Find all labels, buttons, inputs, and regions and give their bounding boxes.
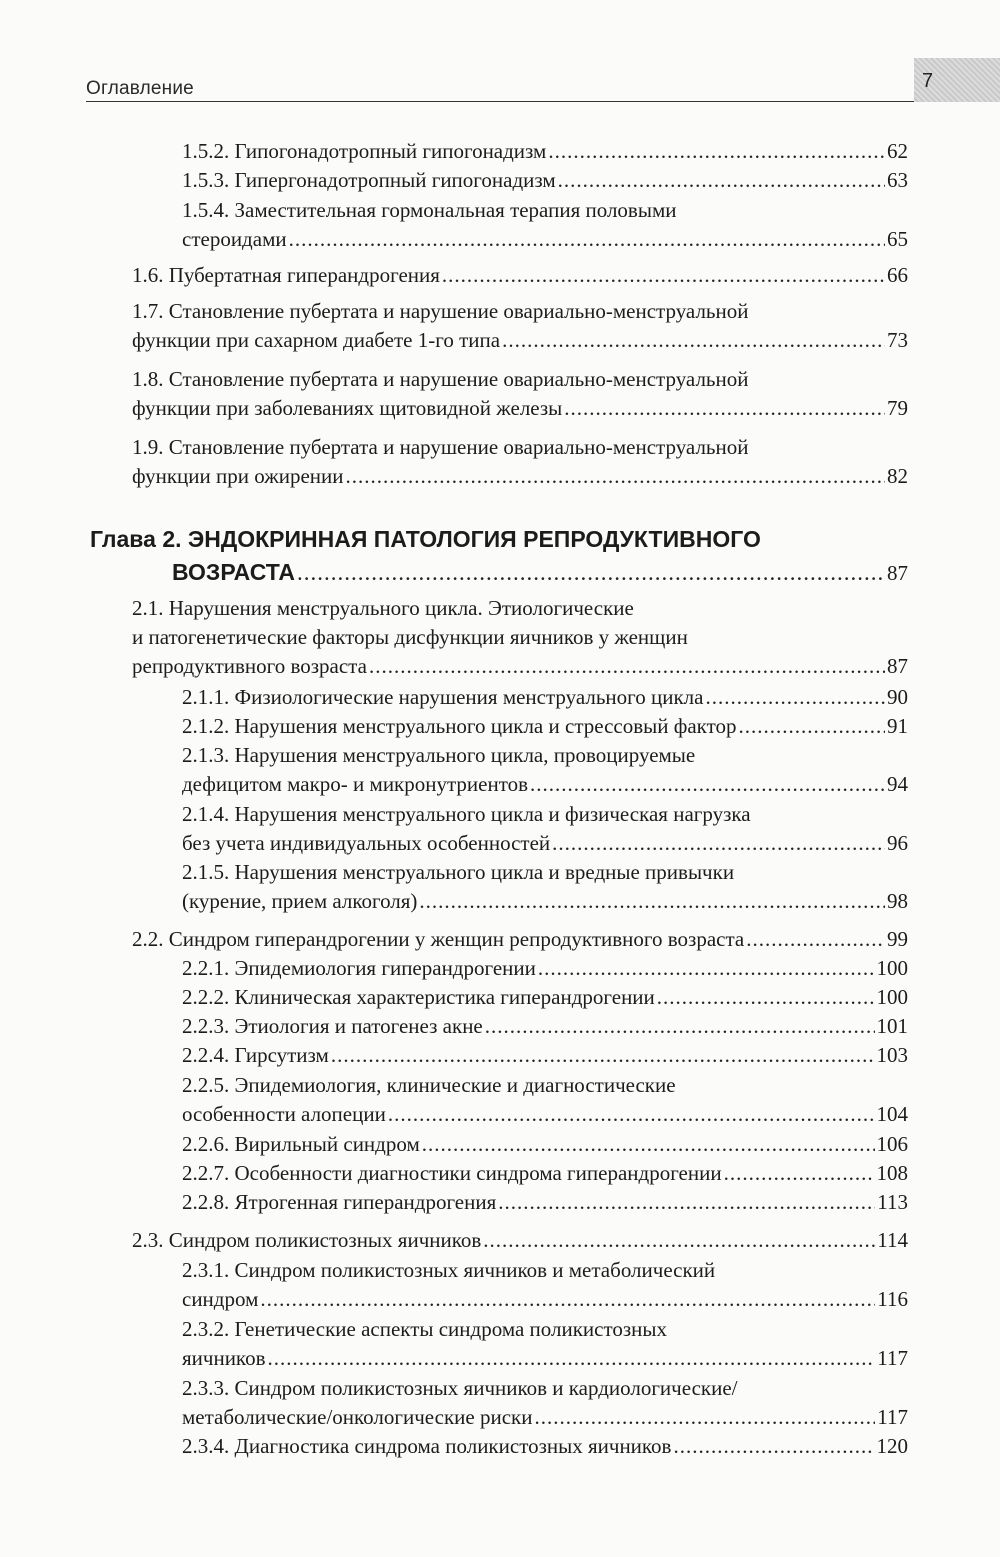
toc-entry-2-2[interactable]: 2.2. Синдром гиперандрогении у женщин репродуктивного возраста ..... 99 [132, 925, 908, 954]
toc-entry-2-2-6[interactable]: 2.2.6. Вирильный синдром ..... 106 [182, 1130, 908, 1159]
toc-page: 82 [887, 464, 908, 488]
toc-page: 90 [887, 685, 908, 709]
toc-chapter-2[interactable]: Глава 2. ЭНДОКРИННАЯ ПАТОЛОГИЯ РЕПРОДУКТИВНОГО ВОЗРАСТА ..... 87 [90, 523, 908, 590]
toc-entry-2-3-4[interactable]: 2.3.4. Диагностика синдрома поликистозных яичников ..... 120 [182, 1432, 908, 1461]
toc-page: 87 [887, 654, 908, 678]
toc-page: 117 [877, 1405, 908, 1429]
toc-entry-1-6[interactable]: 1.6. Пубертатная гиперандрогения ..... 66 [132, 261, 908, 290]
toc-entry-1-5-4[interactable]: 1.5.4. Заместительная гормональная терапия половыми стероидами ..... 65 [182, 196, 908, 254]
toc-entry-2-1-1[interactable]: 2.1.1. Физиологические нарушения менструального цикла ..... 90 [182, 683, 908, 712]
toc-page: 65 [887, 227, 908, 251]
toc-entry-2-1[interactable]: 2.1. Нарушения менструального цикла. Этиологические и патогенетические факторы дисфункции яичников у женщин репродуктивного возраста ..... 87 [132, 594, 908, 681]
page-number: 7 [922, 70, 934, 92]
toc-entry-1-5-2[interactable]: 1.5.2. Гипогонадотропный гипогонадизм ..... 62 [182, 137, 908, 166]
toc-page: 117 [877, 1346, 908, 1370]
toc-page: 66 [887, 263, 908, 287]
toc-page: 116 [877, 1287, 908, 1311]
toc-entry-2-1-3[interactable]: 2.1.3. Нарушения менструального цикла, провоцируемые дефицитом макро- и микронутриентов ..... 94 [182, 741, 908, 799]
toc-entry-1-7[interactable]: 1.7. Становление пубертата и нарушение овариально-менструальной функции при сахарном диабете 1-го типа ..... 73 [132, 297, 908, 355]
toc-page: 114 [877, 1228, 908, 1252]
toc-page: 96 [887, 831, 908, 855]
toc-entry-2-2-8[interactable]: 2.2.8. Ятрогенная гиперандрогения ..... 113 [182, 1188, 908, 1217]
toc-entry-1-9[interactable]: 1.9. Становление пубертата и нарушение овариально-менструальной функции при ожирении ..... 82 [132, 433, 908, 491]
toc-entry-2-2-4[interactable]: 2.2.4. Гирсутизм ..... 103 [182, 1041, 908, 1070]
toc-entry-2-1-4[interactable]: 2.1.4. Нарушения менструального цикла и физическая нагрузка без учета индивидуальных особенностей ..... 96 [182, 800, 908, 858]
header-title: Оглавление [86, 78, 194, 99]
toc-entry-2-2-2[interactable]: 2.2.2. Клиническая характеристика гиперандрогении ..... 100 [182, 983, 908, 1012]
toc-page: 100 [876, 985, 908, 1009]
toc-page: 103 [876, 1043, 908, 1067]
toc-entry-1-8[interactable]: 1.8. Становление пубертата и нарушение овариально-менструальной функции при заболеваниях щитовидной железы ..... 79 [132, 365, 908, 423]
toc-entry-2-2-7[interactable]: 2.2.7. Особенности диагностики синдрома гиперандрогении ..... 108 [182, 1159, 908, 1188]
toc-page: 99 [887, 927, 908, 951]
toc-page: 91 [887, 714, 908, 738]
toc-entry-1-5-3[interactable]: 1.5.3. Гипергонадотропный гипогонадизм ..... 63 [182, 166, 908, 195]
toc-entry-2-3-2[interactable]: 2.3.2. Генетические аспекты синдрома поликистозных яичников ..... 117 [182, 1315, 908, 1373]
toc-page: 98 [887, 889, 908, 913]
toc-page: 87 [887, 561, 908, 585]
toc-page: 108 [876, 1161, 908, 1185]
toc-page: 106 [876, 1132, 908, 1156]
toc-entry-2-3-1[interactable]: 2.3.1. Синдром поликистозных яичников и метаболический синдром ..... 116 [182, 1256, 908, 1314]
toc-page: 101 [876, 1014, 908, 1038]
toc-page: 113 [877, 1190, 908, 1214]
toc-page: 62 [887, 139, 908, 163]
toc-entry-2-1-2[interactable]: 2.1.2. Нарушения менструального цикла и стрессовый фактор ..... 91 [182, 712, 908, 741]
toc-page: 100 [876, 956, 908, 980]
toc-page: 94 [887, 772, 908, 796]
toc-page: 104 [876, 1102, 908, 1126]
toc-entry-2-3-3[interactable]: 2.3.3. Синдром поликистозных яичников и кардиологические/ метаболические/онкологические риски ..... 117 [182, 1374, 908, 1432]
toc-entry-2-2-3[interactable]: 2.2.3. Этиология и патогенез акне ..... 101 [182, 1012, 908, 1041]
toc-page: 73 [887, 328, 908, 352]
toc-entry-2-2-5[interactable]: 2.2.5. Эпидемиология, клинические и диагностические особенности алопеции ..... 104 [182, 1071, 908, 1129]
toc-page: 120 [876, 1434, 908, 1458]
toc-entry-2-2-1[interactable]: 2.2.1. Эпидемиология гиперандрогении ..... 100 [182, 954, 908, 983]
toc-entry-2-3[interactable]: 2.3. Синдром поликистозных яичников ..... 114 [132, 1226, 908, 1255]
toc-entry-2-1-5[interactable]: 2.1.5. Нарушения менструального цикла и вредные привычки (курение, прием алкоголя) ..... 98 [182, 858, 908, 916]
toc-page: 63 [887, 168, 908, 192]
toc-page: 79 [887, 396, 908, 420]
